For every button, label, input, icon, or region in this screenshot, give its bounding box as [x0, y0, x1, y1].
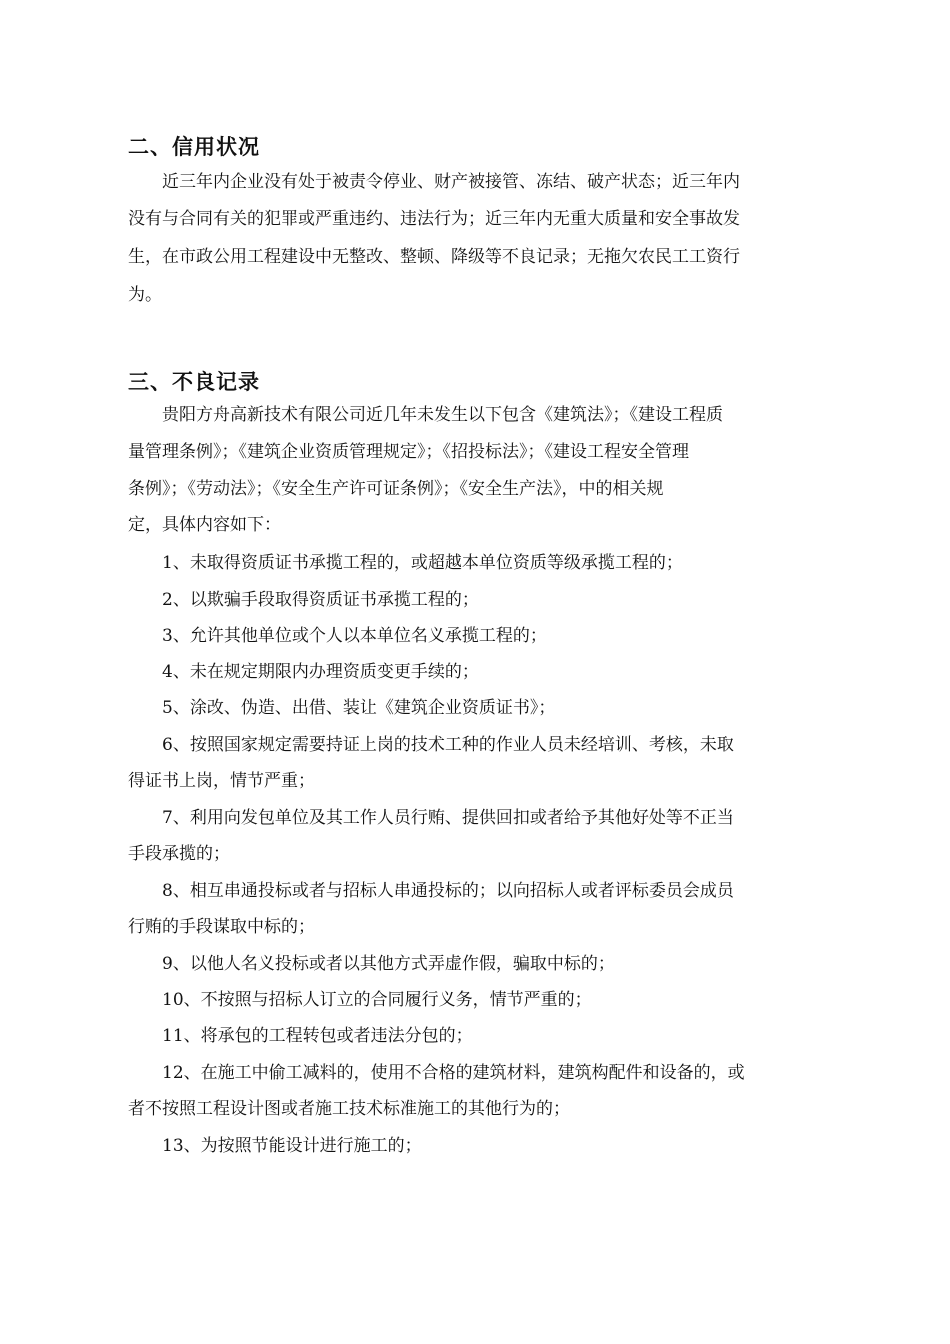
list-item-1: 1、未取得资质证书承揽工程的，或超越本单位资质等级承揽工程的； [162, 553, 683, 573]
list-item-6: 6、按照国家规定需要持证上岗的技术工种的作业人员未经培训、考核，未取 [162, 735, 734, 755]
list-item-3: 3、允许其他单位或个人以本单位名义承揽工程的； [162, 626, 547, 646]
paragraph-line: 没有与合同有关的犯罪或严重违约、违法行为；近三年内无重大质量和安全事故发 [128, 209, 740, 229]
list-item-12-cont: 者不按照工程设计图或者施工技术标准施工的其他行为的； [128, 1099, 570, 1119]
list-item-9: 9、以他人名义投标或者以其他方式弄虚作假，骗取中标的； [162, 954, 615, 974]
list-item-8: 8、相互串通投标或者与招标人串通投标的；以向招标人或者评标委员会成员 [162, 881, 734, 901]
paragraph-line: 贵阳方舟高新技术有限公司近几年未发生以下包含《建筑法》；《建设工程质 [162, 405, 723, 425]
paragraph-line: 为。 [128, 285, 162, 305]
paragraph-line: 近三年内企业没有处于被责令停业、财产被接管、冻结、破产状态；近三年内 [162, 172, 740, 192]
paragraph-line: 生，在市政公用工程建设中无整改、整顿、降级等不良记录；无拖欠农民工工资行 [128, 247, 740, 267]
list-item-4: 4、未在规定期限内办理资质变更手续的； [162, 662, 479, 682]
section-heading-credit-status: 二、信用状况 [128, 135, 260, 159]
list-item-5: 5、涂改、伪造、出借、装让《建筑企业资质证书》； [162, 698, 556, 718]
list-item-7: 7、利用向发包单位及其工作人员行贿、提供回扣或者给予其他好处等不正当 [162, 808, 734, 828]
list-item-7-cont: 手段承揽的； [128, 844, 230, 864]
list-item-6-cont: 得证书上岗，情节严重； [128, 771, 315, 791]
list-item-13: 13、为按照节能设计进行施工的； [162, 1136, 422, 1156]
list-item-10: 10、不按照与招标人订立的合同履行义务，情节严重的； [162, 990, 592, 1010]
paragraph-line: 条例》；《劳动法》；《安全生产许可证条例》；《安全生产法》，中的相关规 [128, 479, 664, 499]
list-item-2: 2、以欺骗手段取得资质证书承揽工程的； [162, 590, 479, 610]
section-heading-bad-records: 三、不良记录 [128, 370, 260, 394]
list-item-8-cont: 行贿的手段谋取中标的； [128, 917, 315, 937]
paragraph-line: 量管理条例》；《建筑企业资质管理规定》；《招投标法》；《建设工程安全管理 [128, 442, 689, 462]
paragraph-line: 定，具体内容如下： [128, 515, 281, 535]
list-item-12: 12、在施工中偷工减料的，使用不合格的建筑材料，建筑构配件和设备的，或 [162, 1063, 745, 1083]
list-item-11: 11、将承包的工程转包或者违法分包的； [162, 1026, 473, 1046]
